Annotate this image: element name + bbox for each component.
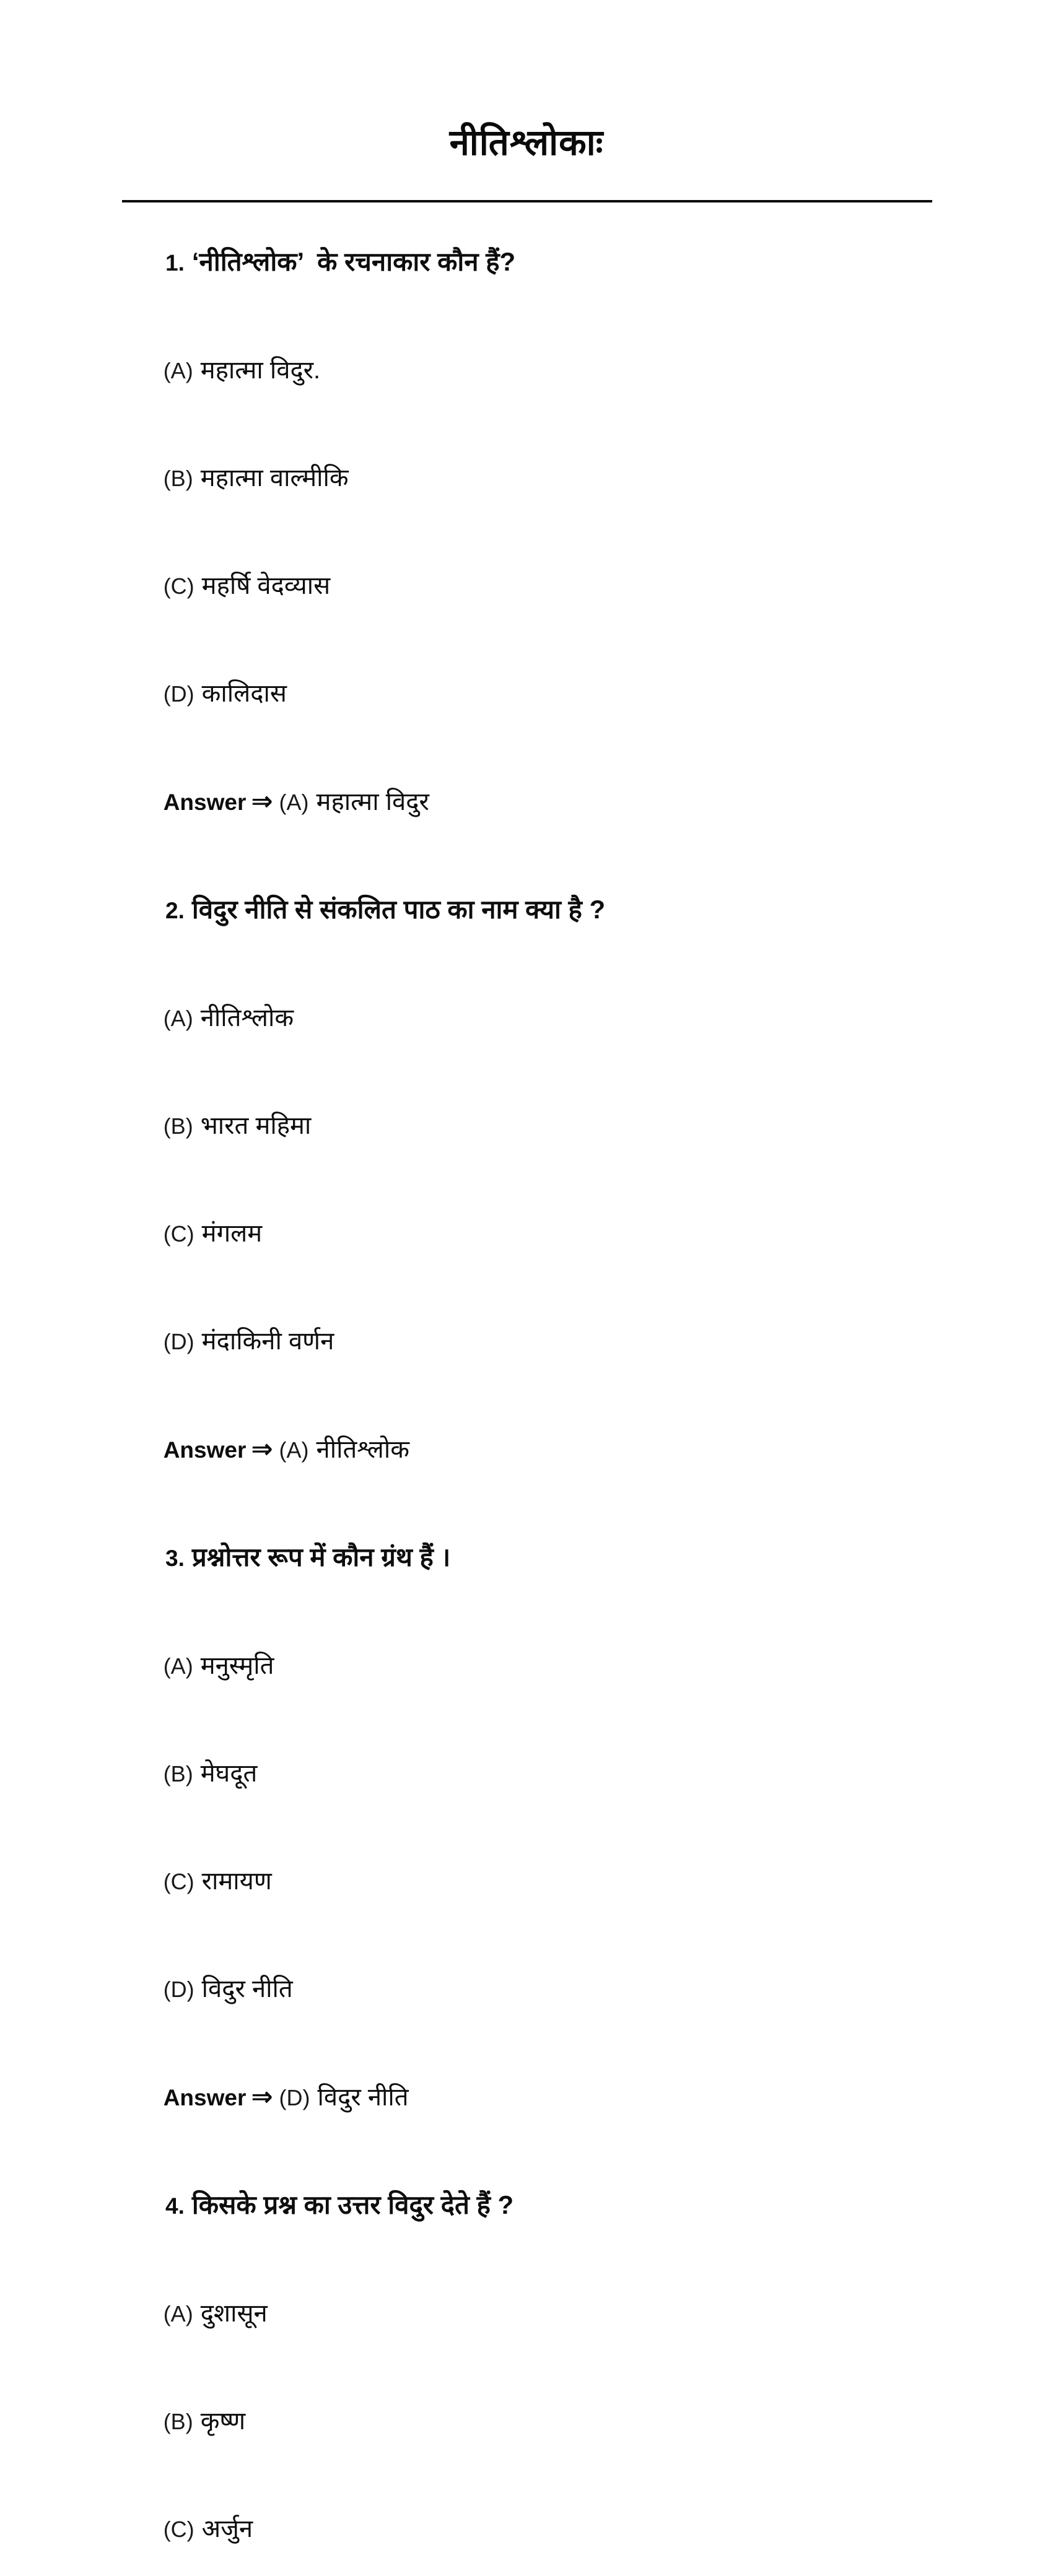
option-letter: (B) <box>163 2409 193 2434</box>
option-letter: (D) <box>163 681 194 707</box>
option-letter: (D) <box>163 1329 194 1354</box>
option-text: विदुर नीति <box>201 1975 293 2003</box>
option-letter: (C) <box>163 1221 194 1247</box>
quiz-content <box>122 215 932 2576</box>
question-2-option-a <box>122 972 932 1065</box>
answer-text: महात्मा विदुर <box>316 788 429 816</box>
question-text: प्रश्नोत्तर रूप में कौन ग्रंथ हैं । <box>191 1543 451 1572</box>
answer-letter: (A) <box>279 790 309 815</box>
question-3-option-a <box>122 1619 932 1713</box>
option-text: मेघदूत <box>200 1760 258 1787</box>
question-2-answer-row <box>122 1403 932 1497</box>
question-1-option-d <box>122 647 932 741</box>
question-text: ‘नीतिश्लोक’ के रचनाकार कौन हैं? <box>191 247 516 276</box>
question-number: 1. <box>165 250 185 276</box>
option-text: रामायण <box>201 1868 272 1895</box>
question-4-option-a <box>122 2267 932 2361</box>
option-letter: (C) <box>163 1869 194 1894</box>
question-4-option-b <box>122 2375 932 2468</box>
answer-letter: (D) <box>279 2085 310 2110</box>
question-3-option-b <box>122 1727 932 1821</box>
option-letter: (A) <box>163 358 193 383</box>
answer-label: Answer <box>163 790 247 815</box>
question-4-option-c <box>122 2482 932 2576</box>
question-3-option-d <box>122 1943 932 2036</box>
question-2-option-b <box>122 1079 932 1173</box>
question-2-option-d <box>122 1295 932 1388</box>
option-letter: (A) <box>163 2301 193 2326</box>
question-text: विदुर नीति से संकलित पाठ का नाम क्या है ? <box>191 895 606 924</box>
option-text: महर्षि वेदव्यास <box>201 572 331 599</box>
option-letter: (C) <box>163 573 194 599</box>
question-1-option-a <box>122 324 932 417</box>
question-number: 3. <box>165 1546 185 1571</box>
option-text: नीतिश्लोक <box>200 1004 294 1032</box>
option-letter: (B) <box>163 1761 193 1786</box>
option-text: कालिदास <box>201 680 287 707</box>
question-1 <box>122 215 932 310</box>
double-arrow-icon: ⇒ <box>251 786 273 816</box>
double-arrow-icon: ⇒ <box>251 1434 273 1463</box>
option-letter: (D) <box>163 1977 194 2002</box>
option-letter: (B) <box>163 466 193 491</box>
answer-text: नीतिश्लोक <box>316 1436 409 1463</box>
question-number: 4. <box>165 2193 185 2219</box>
option-text: कृष्ण <box>200 2408 246 2435</box>
question-3 <box>122 1511 932 1605</box>
question-3-answer-row <box>122 2050 932 2144</box>
question-4 <box>122 2159 932 2253</box>
option-text: अर्जुन <box>201 2515 253 2543</box>
title-divider <box>122 200 932 202</box>
page-title: नीतिश्लोकाः <box>449 123 604 163</box>
question-1-option-c <box>122 539 932 633</box>
question-1-option-b <box>122 432 932 525</box>
option-text: भारत महिमा <box>200 1112 312 1139</box>
option-text: मनुस्मृति <box>200 1652 274 1679</box>
option-letter: (A) <box>163 1653 193 1679</box>
question-number: 2. <box>165 898 185 923</box>
option-text: दुशासून <box>200 2300 268 2327</box>
question-2 <box>122 863 932 957</box>
answer-text: विदुर नीति <box>317 2084 409 2111</box>
option-text: मंगलम <box>201 1220 263 1247</box>
option-letter: (B) <box>163 1113 193 1139</box>
question-2-option-c <box>122 1187 932 1281</box>
answer-label: Answer <box>163 2085 247 2110</box>
double-arrow-icon: ⇒ <box>251 2082 273 2111</box>
question-3-option-c <box>122 1835 932 1928</box>
answer-letter: (A) <box>279 1437 309 1463</box>
option-letter: (A) <box>163 1006 193 1031</box>
question-text: किसके प्रश्न का उत्तर विदुर देते हैं ? <box>191 2190 514 2219</box>
option-text: महात्मा विदुर. <box>200 357 321 384</box>
option-text: मंदाकिनी वर्णन <box>201 1328 334 1355</box>
option-text: महात्मा वाल्मीकि <box>200 464 349 492</box>
question-1-answer-row <box>122 755 932 849</box>
answer-label: Answer <box>163 1437 247 1463</box>
option-letter: (C) <box>163 2517 194 2542</box>
